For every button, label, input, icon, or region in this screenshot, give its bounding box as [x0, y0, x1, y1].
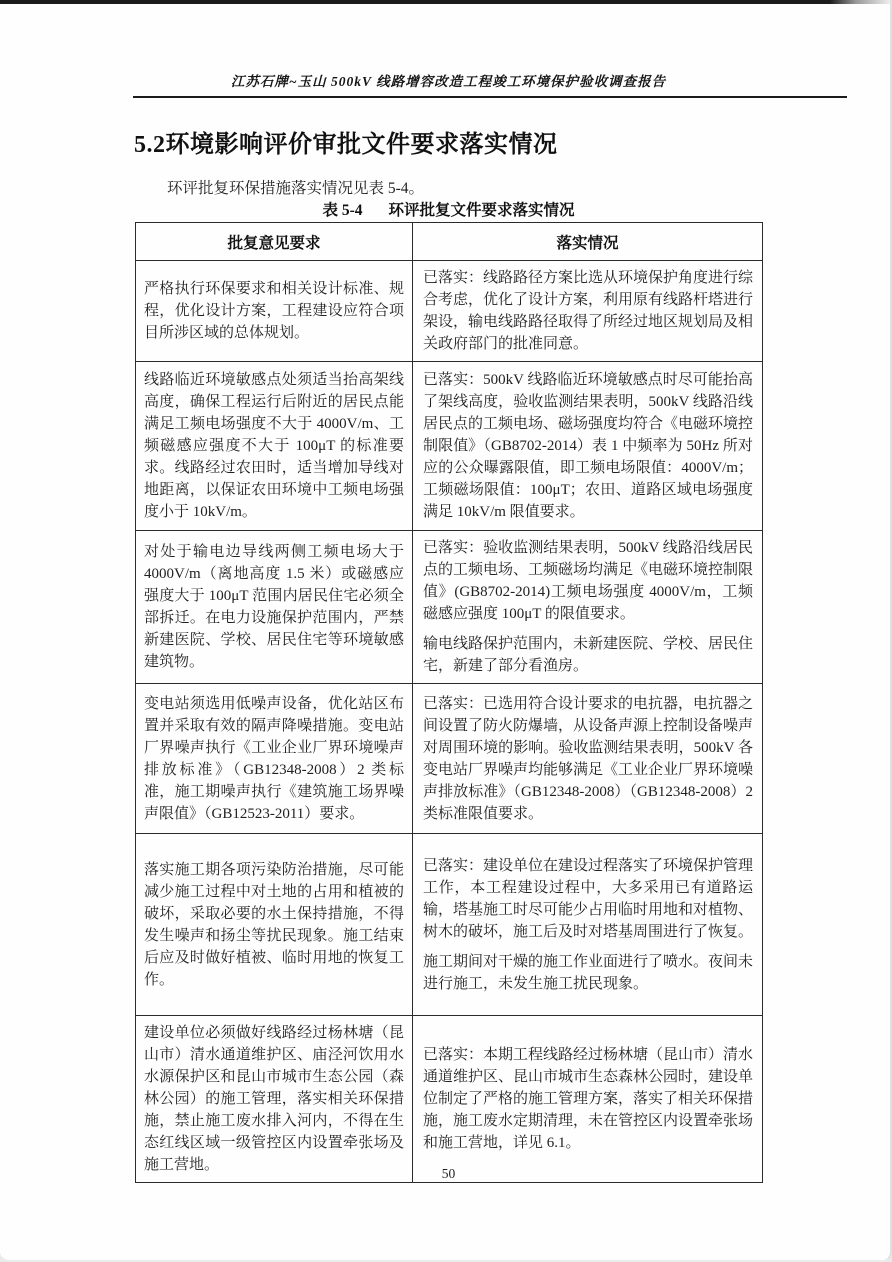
implementation-cell [413, 362, 763, 531]
implementation-text: 已落实：线路路径方案比选从环境保护角度进行综合考虑，优化了设计方案，利用原有线路杆塔进行架设，输电线路路径取得了所经过地区规划局及相关政府部门的批准同意。 [423, 270, 754, 352]
requirement-text: 建设单位必须做好线路经过杨林塘（昆山市）清水通道维护区、庙泾河饮用水水源保护区和昆山市城市生态公园（森林公园）的施工管理，落实相关环保措施，禁止施工废水排入河内，不得在生态红线区域一级管控区内设置牵张场及施工营地。 [144, 1025, 404, 1173]
implementation-text: 输电线路保护范围内，未新建医院、学校、居民住宅，新建了部分看渔房。 [423, 636, 754, 674]
requirement-cell [136, 261, 413, 362]
implementation-cell [413, 261, 763, 362]
implementation-cell [413, 834, 763, 1016]
scan-edge-bar [0, 0, 892, 4]
implementation-cell [413, 531, 763, 684]
table-row [136, 834, 763, 1016]
implementation-text: 已落实：500kV 线路临近环境敏感点时尽可能抬高了架线高度，验收监测结果表明，500kV 线路沿线居民点的工频电场、磁场强度均符合《电磁环境控制限值》（GB8702-2014）表 1 中频率为 50Hz 所对应的公众曝露限值，即工频电场限值：4000V/m；工频磁场限值：100μT；农田、道路区域电场强度满足 10kV/m 限值要求。 [423, 372, 754, 520]
table-header-row [136, 223, 763, 261]
implementation-cell [413, 684, 763, 834]
table-caption-title: 环评批复文件要求落实情况 [388, 202, 575, 219]
requirement-text: 严格执行环保要求和相关设计标准、规程，优化设计方案，工程建设应符合项目所涉区域的总体规划。 [144, 281, 404, 341]
requirement-cell [136, 684, 413, 834]
requirement-cell [136, 362, 413, 531]
requirement-cell [136, 531, 413, 684]
running-header: 江苏石牌~玉山 500kV 线路增容改造工程竣工环境保护验收调查报告 [230, 74, 667, 89]
table-caption [135, 198, 762, 220]
requirement-cell [136, 834, 413, 1016]
table-row [136, 531, 763, 684]
requirement-text: 落实施工期各项污染防治措施，尽可能减少施工过程中对土地的占用和植被的破坏，采取必要的水土保持措施，不得发生噪声和扬尘等扰民现象。施工结束后应及时做好植被、临时用地的恢复工作。 [144, 861, 404, 988]
intro-paragraph: 环评批复环保措施落实情况见表 5-4。 [167, 179, 425, 197]
requirement-text: 对处于输电边导线两侧工频电场大于 4000V/m（离地高度 1.5 米）或磁感应强度大于 100μT 范围内居民住宅必须全部拆迁。在电力设施保护范围内，严禁新建医院、学校、居民住宅等环境敏感建筑物。 [144, 544, 404, 670]
section-title: 5.2环境影响评价审批文件要求落实情况 [134, 132, 558, 159]
implementation-text: 已落实：建设单位在建设过程落实了环境保护管理工作，本工程建设过程中，大多采用已有道路运输，塔基施工时尽可能少占用临时用地和对植物、树木的破坏，施工后及时对塔基周围进行了恢复。 [423, 857, 754, 940]
table-row [136, 1016, 763, 1183]
table-row [136, 684, 763, 834]
column-header-requirement: 批复意见要求 [136, 223, 413, 261]
page-number: 50 [441, 1166, 456, 1181]
requirement-cell [136, 1016, 413, 1183]
approval-implementation-table [135, 222, 763, 1183]
implementation-cell [413, 1016, 763, 1183]
implementation-text: 已落实：本期工程线路经过杨林塘（昆山市）清水通道维护区、昆山市城市生态森林公园时，建设单位制定了严格的施工管理方案，落实了相关环保措施，施工废水定期清理，未在管控区内设置牵张场和施工营地，详见 6.1。 [423, 1047, 754, 1151]
table-caption-label: 表 5-4 [322, 202, 363, 219]
table-row [136, 362, 763, 531]
implementation-text: 施工期间对干燥的施工作业面进行了喷水。夜间未进行施工，未发生施工扰民现象。 [423, 953, 754, 992]
requirement-text: 线路临近环境敏感点处须适当抬高架线高度，确保工程运行后附近的居民点能满足工频电场强度不大于 4000V/m、工频磁感应强度不大于 100μT 的标准要求。线路经过农田时，适当增加导线对地距离，以保证农田环境中工频电场强度小于 10kV/m。 [144, 372, 404, 520]
column-header-implementation: 落实情况 [413, 223, 763, 261]
table-row [136, 261, 763, 362]
requirement-text: 变电站须选用低噪声设备，优化站区布置并采取有效的隔声降噪措施。变电站厂界噪声执行《工业企业厂界环境噪声排放标准》（GB12348-2008）2 类标准，施工期噪声执行《建筑施工场界噪声限值》（GB12523-2011）要求。 [144, 695, 404, 822]
implementation-text: 已落实：已选用符合设计要求的电抗器，电抗器之间设置了防火防爆墙，从设备声源上控制设备噪声对周围环境的影响。验收监测结果表明，500kV 各变电站厂界噪声均能够满足《工业企业厂界环境噪声排放标准》（GB12348-2008）（GB12348-2008）2 类标准限值要求。 [423, 695, 754, 822]
header-divider [133, 96, 847, 98]
implementation-text: 已落实：验收监测结果表明，500kV 线路沿线居民点的工频电场、工频磁场均满足《电磁环境控制限值》(GB8702-2014)工频电场强度 4000V/m，工频磁感应强度 100μT 的限值要求。 [423, 540, 754, 622]
